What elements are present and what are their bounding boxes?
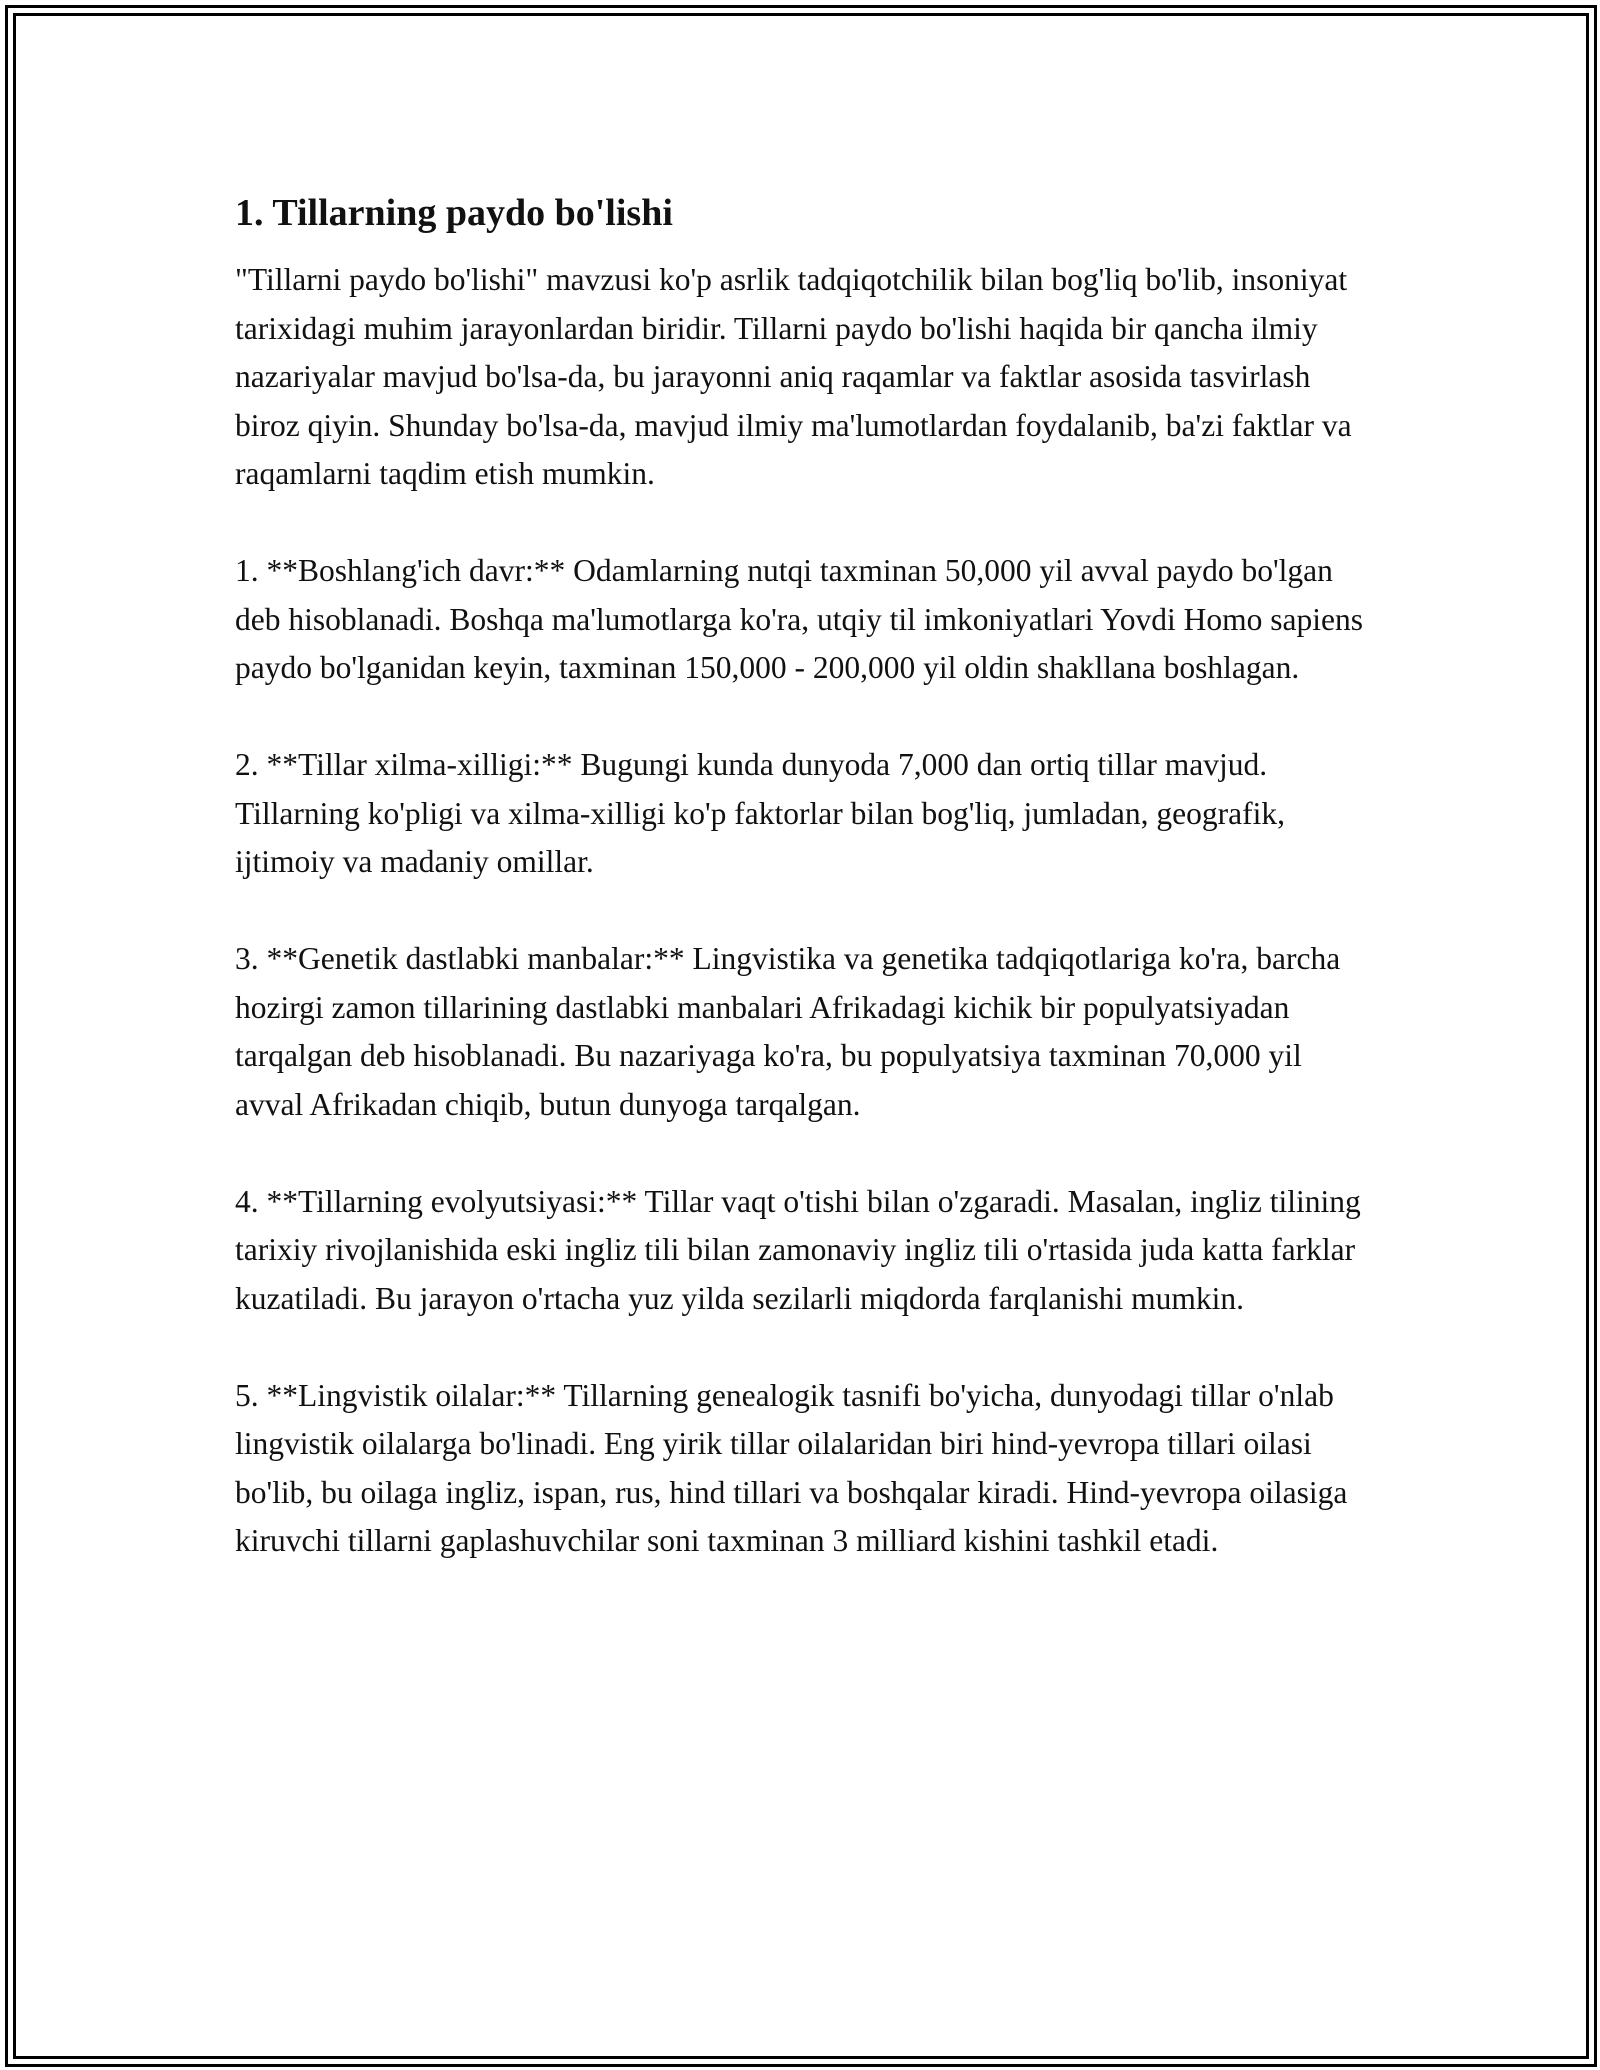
list-item-4: 4. **Tillarning evolyutsiyasi:** Tillar vaqt o'tishi bilan o'zgaradi. Masalan, ingliz tilining tarixiy rivojlanishida eski ingliz tili bilan zamonaviy ingliz tili o'rtasida juda katta farklar kuzatiladi. Bu jarayon o'rtacha yuz yilda sezilarli miqdorda farqlanishi mumkin. [235,1183,1361,1316]
document-title: 1. Tillarning paydo bo'lishi [235,192,673,234]
list-item-1: 1. **Boshlang'ich davr:** Odamlarning nutqi taxminan 50,000 yil avval paydo bo'lgan deb hisoblanadi. Boshqa ma'lumotlarga ko'ra, utqiy til imkoniyatlari Yovdi Homo sapiens paydo bo'lganidan keyin, taxminan 150,000 - 200,000 yil oldin shakllana boshlagan. [235,553,1364,685]
intro-paragraph: "Tillarni paydo bo'lishi" mavzusi ko'p asrlik tadqiqotchilik bilan bog'liq bo'lib, insoniyat tarixidagi muhim jarayonlardan biridir. Tillarni paydo bo'lishi haqida bir qancha ilmiy nazariyalar mavjud bo'lsa-da, bu jarayonni aniq raqamlar va faktlar asosida tasvirlash biroz qiyin. Shunday bo'lsa-da, mavjud ilmiy ma'lumotlardan foydalanib, ba'zi faktlar va raqamlarni taqdim etish mumkin. [235,262,1352,491]
list-item-3: 3. **Genetik dastlabki manbalar:** Lingvistika va genetika tadqiqotlariga ko'ra, barcha hozirgi zamon tillarining dastlabki manbalari Afrikadagi kichik bir populyatsiyadan tarqalgan deb hisoblanadi. Bu nazariyaga ko'ra, bu populyatsiya taxminan 70,000 yil avval Afrikadan chiqib, butun dunyoga tarqalgan. [235,941,1341,1122]
list-item-5: 5. **Lingvistik oilalar:** Tillarning genealogik tasnifi bo'yicha, dunyodagi tillar o'nlab lingvistik oilalarga bo'linadi. Eng yirik tillar oilalaridan biri hind-yevropa tillari oilasi bo'lib, bu oilaga ingliz, ispan, rus, hind tillari va boshqalar kiradi. Hind-yevropa oilasiga kiruvchi tillarni gaplashuvchilar soni taxminan 3 milliard kishini tashkil etadi. [235,1377,1348,1558]
list-item-2: 2. **Tillar xilma-xilligi:** Bugungi kunda dunyoda 7,000 dan ortiq tillar mavjud. Tillarning ko'pligi va xilma-xilligi ko'p faktorlar bilan bog'liq, jumladan, geografik, ijtimoiy va madaniy omillar. [235,747,1285,879]
document-body [235,186,1375,1614]
